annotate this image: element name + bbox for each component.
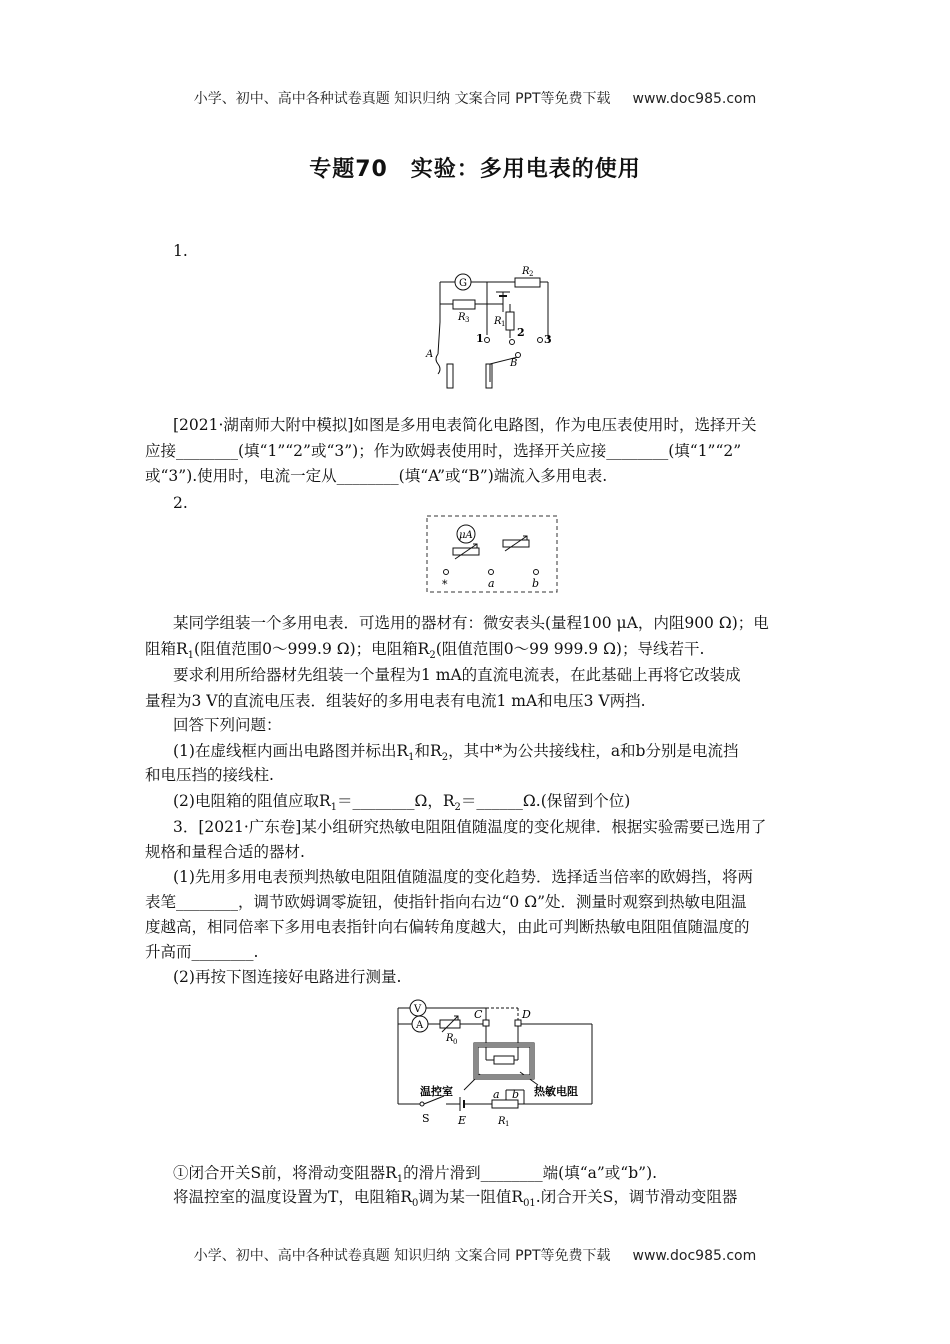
page-footer	[0, 1245, 950, 1265]
point-c-label: C	[474, 1008, 483, 1021]
q3-line-3: (1)先用多用电表预判热敏电阻阻值随温度的变化趋势．选择适当倍率的欧姆挡，将两	[173, 868, 753, 886]
q1-line-2: 应接________(填“1”“2”或“3”)；作为欧姆表使用时，选择开关应接________(填“1”“2”	[145, 442, 742, 460]
header-url[interactable]: www.doc985.com	[632, 91, 757, 107]
q3-line-1: 3．[2021·广东卷]某小组研究热敏电阻阻值随温度的变化规律．根据实验需要已选用了	[173, 818, 767, 836]
r1-sub: 1	[505, 1120, 510, 1128]
common-terminal-label: *	[442, 578, 448, 591]
r1-label: R	[498, 1116, 506, 1127]
q3-line-2: 规格和量程合适的器材.	[145, 843, 305, 861]
temp-room-label: 温控室	[420, 1085, 453, 1098]
q1-line-1: [2021·湖南师大附中模拟]如图是多用电表简化电路图，作为电压表使用时，选择开关	[173, 416, 757, 434]
q2-number: 2.	[173, 494, 188, 512]
terminal-2-label: 2	[517, 326, 525, 339]
r1-label: R	[494, 316, 502, 327]
terminal-3-label: 3	[544, 333, 552, 346]
q3-line-6: 升高而________.	[145, 943, 259, 961]
page-header	[0, 88, 950, 108]
q3-line-4: 表笔________，调节欧姆调零旋钮，使指针指向右边“0 Ω”处．测量时观察到热敏电阻温	[145, 893, 747, 911]
terminal-a-label: A	[426, 349, 434, 360]
q2-line-7: 和电压挡的接线柱.	[145, 766, 274, 784]
q3-line-9: 将温控室的温度设置为T，电阻箱$R_0$调为某一阻值$R_{01}$.闭合开关S，调节滑动变阻器	[173, 1188, 738, 1210]
q3-line-7: (2)再按下图连接好电路进行测量.	[173, 968, 402, 986]
slider-b-label: b	[512, 1088, 520, 1101]
slider-a-label: a	[493, 1088, 500, 1101]
q3-line-5: 度越高，相同倍率下多用电表指针向右偏转角度越大，由此可判断热敏电阻阻值随温度的	[145, 918, 750, 936]
terminal-a-label: a	[488, 577, 495, 590]
header-text: 小学、初中、高中各种试卷真题 知识归纳 文案合同 PPT等免费下载	[193, 91, 611, 107]
q2-line-1: 某同学组装一个多用电表．可选用的器材有：微安表头(量程100 μA，内阻900 Ω)；电	[173, 614, 769, 632]
footer-text: 小学、初中、高中各种试卷真题 知识归纳 文案合同 PPT等免费下载	[193, 1248, 611, 1264]
q1-line-3: 或“3”).使用时，电流一定从________(填“A”或“B”)端流入多用电表.	[145, 467, 608, 485]
terminal-b-label: B	[510, 358, 518, 369]
q2-line-6: (1)在虚线框内画出电路图并标出$R_1$和$R_2$，其中*为公共接线柱，a和b分别是电流挡	[173, 742, 739, 764]
q2-line-4: 量程为3 V的直流电压表．组装好的多用电表有电流1 mA和电压3 V两挡.	[145, 692, 646, 710]
q2-line-8: (2)电阻箱的阻值应取$R_1=\_\_\_\_\_\_\_\_\Omega$，$R_2=\_\_\_\_\_\_\Omega$.(保留到个位)	[173, 792, 631, 814]
r3-label: R	[458, 312, 466, 323]
page-title: 专题70 实验：多用电表的使用	[309, 157, 641, 182]
q3-line-8: ①闭合开关S前，将滑动变阻器$R_1$的滑片滑到________端(填“a”或“b”).	[173, 1164, 658, 1186]
emf-e-label: E	[458, 1114, 467, 1127]
r0-label: R	[446, 1033, 454, 1044]
r2-sub: 2	[529, 270, 534, 278]
ammeter-label: A	[416, 1020, 424, 1031]
galvanometer-label: G	[459, 278, 467, 289]
q2-line-3: 要求利用所给器材先组装一个量程为1 mA的直流电流表，在此基础上再将它改装成	[173, 666, 741, 684]
q3-circuit-diagram	[396, 986, 596, 1132]
q2-line-5: 回答下列问题：	[173, 716, 282, 734]
terminal-1-label: 1	[476, 332, 484, 345]
thermistor-label: 热敏电阻	[534, 1085, 578, 1098]
q1-circuit-diagram	[420, 262, 570, 392]
r1-sub: 1	[501, 320, 506, 328]
microammeter-label: μA	[459, 530, 473, 541]
point-d-label: D	[522, 1008, 531, 1021]
terminal-b-label: b	[532, 577, 540, 590]
footer-url[interactable]: www.doc985.com	[632, 1248, 757, 1264]
q2-line-2: 阻箱$R_1$(阻值范围0～999.9 Ω)；电阻箱$R_2$(阻值范围0～99 999.9 Ω)；导线若干.	[145, 640, 705, 662]
switch-s-label: S	[422, 1112, 430, 1125]
q2-component-box	[425, 514, 559, 594]
r3-sub: 3	[465, 316, 470, 324]
r2-label: R	[522, 266, 530, 277]
voltmeter-label: V	[414, 1004, 422, 1015]
r0-sub: 0	[453, 1038, 458, 1046]
q1-number: 1.	[173, 242, 188, 260]
